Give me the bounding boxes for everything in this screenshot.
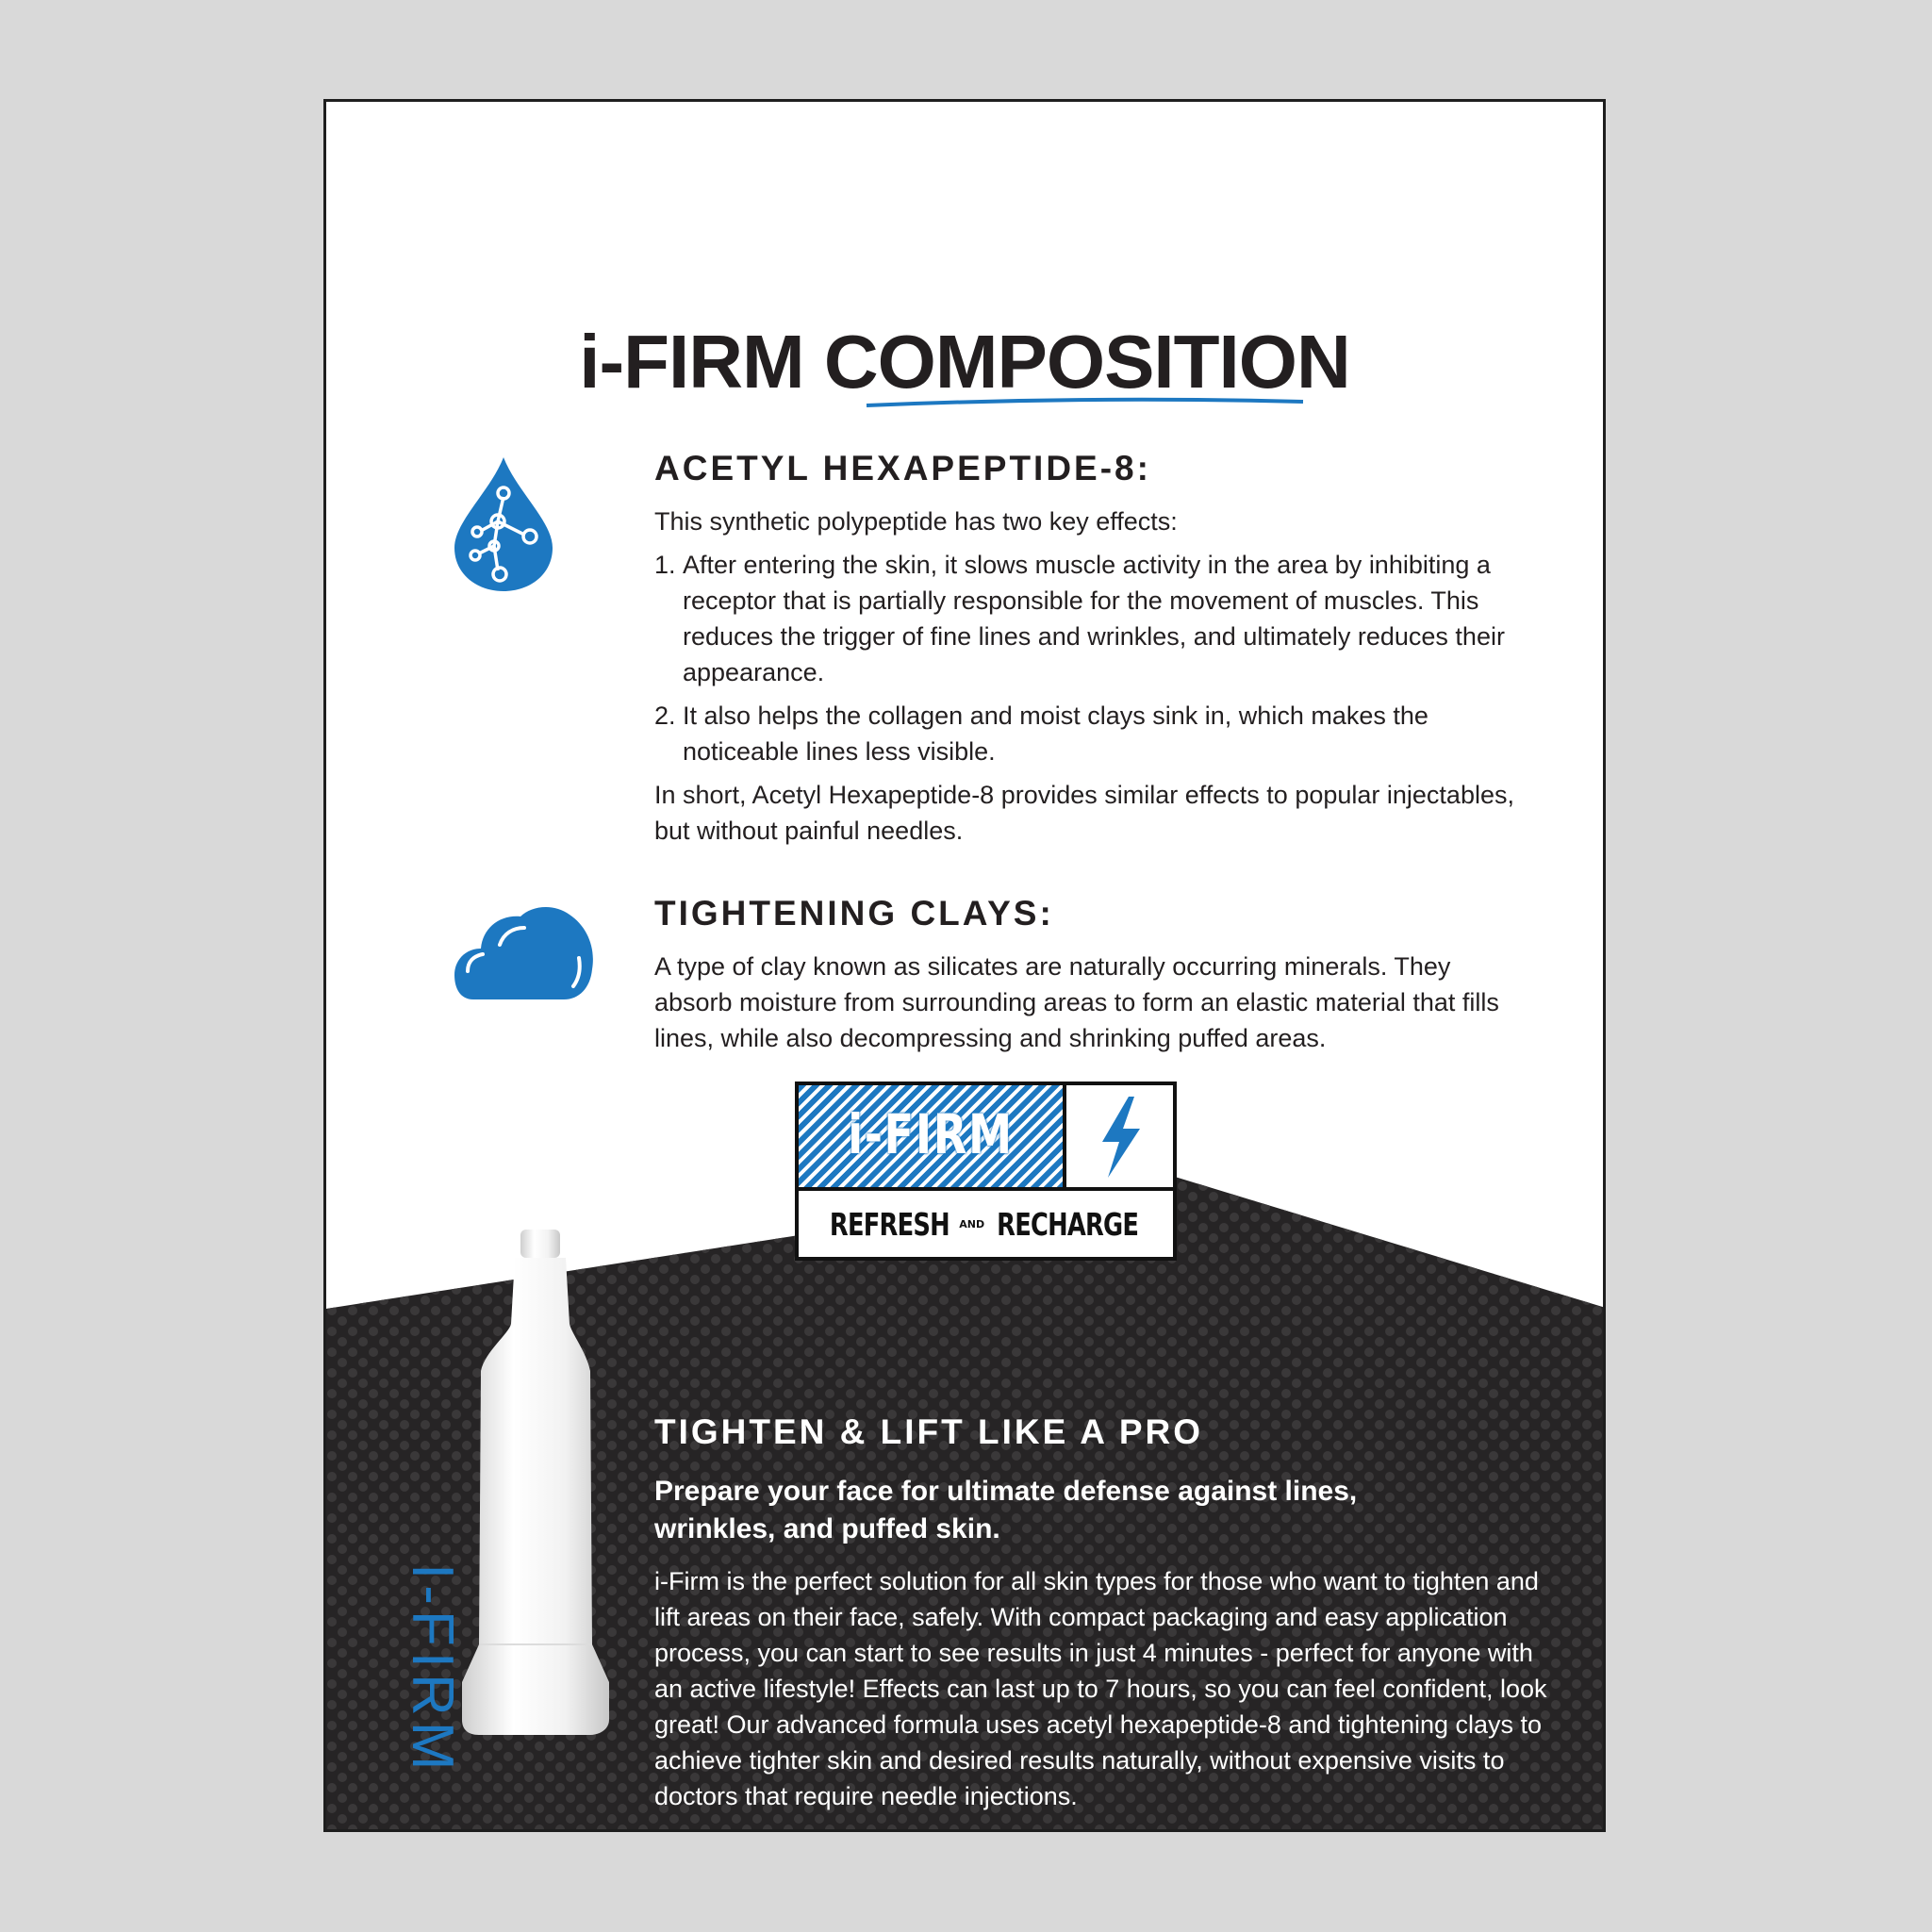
badge-brand: i-FIRM [848, 1102, 1014, 1166]
clays-heading: TIGHTENING CLAYS: [654, 894, 1054, 933]
cloud-icon [454, 901, 596, 1008]
product-label: I-FIRM [400, 1563, 465, 1776]
badge-word2: RECHARGE [997, 1205, 1139, 1243]
badge-tagline [799, 1191, 1173, 1257]
pro-body: i-Firm is the perfect solution for all skin types for those who want to tighten and lift areas on their face, safely. With compact packaging and easy application process, you can start to see results in just 4 minutes - perfect for anyone with an active lifestyle! Effects can last up to 7 hours, so you can feel confident, look great! Our advanced formula uses acetyl hexapeptide-8 and tightening clays to achieve tighter skin and desired results naturally, without expensive visits to doctors that require needle injections. [654, 1567, 1547, 1810]
acetyl-summary: In short, Acetyl Hexapeptide-8 provides similar effects to popular injectables, but without painful needles. [654, 781, 1514, 845]
molecule-droplet-icon [451, 454, 556, 598]
clays-text: A type of clay known as silicates are naturally occurring minerals. They absorb moisture from surrounding areas to form an elastic material that fills lines, while also decompressing and shrinking puffed areas. [654, 952, 1499, 1052]
title-emphasis: COMPOSITION [823, 320, 1350, 404]
list-text: It also helps the collagen and moist clays sink in, which makes the noticeable lines less visible. [683, 702, 1428, 766]
lightning-bolt-icon [1066, 1085, 1173, 1187]
pro-heading: TIGHTEN & LIFT LIKE A PRO [654, 1412, 1204, 1451]
clays-body [654, 949, 1522, 1064]
list-text: After entering the skin, it slows muscle activity in the area by inhibiting a receptor that is partially responsible for the movement of muscles. This reduces the trigger of fine lines and wrinkles, and ultimately reduces their appearance. [683, 551, 1505, 686]
badge-joiner: AND [959, 1217, 985, 1230]
acetyl-intro: This synthetic polypeptide has two key effects: [654, 507, 1178, 536]
brand-badge [795, 1082, 1177, 1261]
page [323, 99, 1606, 1832]
badge-brand-panel [799, 1085, 1066, 1187]
title-prefix: i-FIRM [579, 320, 804, 404]
list-item [654, 547, 1522, 690]
badge-top [799, 1085, 1173, 1191]
list-number: 1. [654, 551, 676, 579]
acetyl-heading: ACETYL HEXAPEPTIDE-8: [654, 449, 1151, 487]
list-number: 2. [654, 702, 676, 730]
acetyl-body [654, 504, 1522, 856]
pro-tagline: Prepare your face for ultimate defense against lines, wrinkles, and puffed skin. [654, 1476, 1358, 1544]
badge-word1: REFRESH [830, 1205, 950, 1243]
title-underline [864, 102, 1307, 498]
list-item [654, 698, 1522, 769]
